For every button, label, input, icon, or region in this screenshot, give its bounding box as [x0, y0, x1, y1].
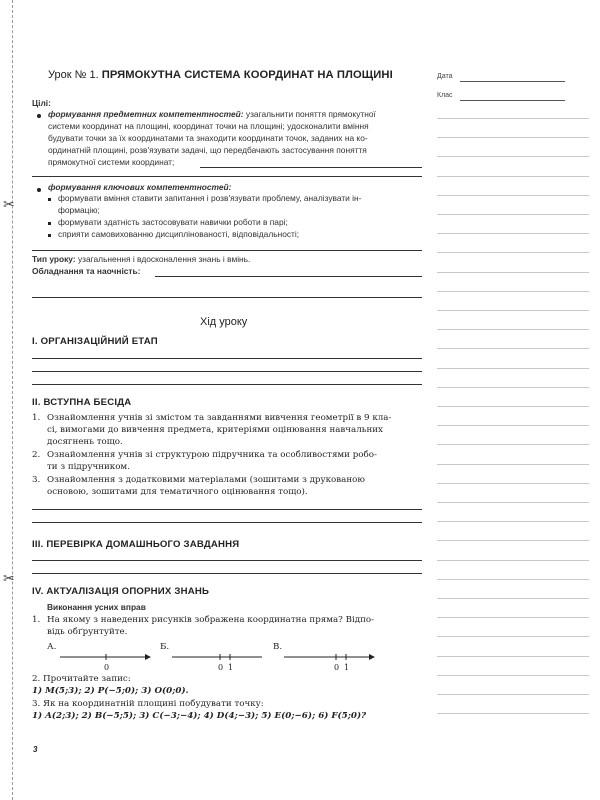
oral-heading: Виконання усних вправ	[47, 602, 146, 612]
lesson-topic: ПРЯМОКУТНА СИСТЕМА КООРДИНАТ НА ПЛОЩИНІ	[101, 69, 393, 81]
intro-item-number: 3.	[32, 475, 41, 485]
intro-item-number: 1.	[32, 413, 41, 423]
number-lines-figure	[40, 648, 430, 672]
key-item: формувати здатність застосовувати навички роботи в парі;	[58, 217, 288, 227]
note-line[interactable]	[437, 387, 589, 388]
key-item: формацію;	[58, 205, 100, 215]
note-line[interactable]	[437, 483, 589, 484]
note-line[interactable]	[437, 560, 589, 561]
note-line[interactable]	[437, 521, 589, 522]
question-text: 3. Як на координатній площині побудувати точку:	[32, 699, 264, 709]
fill-line[interactable]	[32, 522, 422, 523]
figure-label-a: А.	[47, 642, 57, 652]
scissors-icon: ✂	[3, 570, 15, 586]
note-line[interactable]	[437, 675, 589, 676]
question-text: На якому з наведених рисунків зображена координатна пряма? Відпо-	[47, 615, 375, 625]
tick-label-one: 1	[228, 663, 234, 672]
fill-line[interactable]	[32, 384, 422, 385]
subject-competence-heading: формування предметних компетентностей:	[48, 109, 244, 119]
equipment-label: Обладнання та наочність:	[32, 266, 141, 276]
lesson-title	[48, 69, 393, 81]
note-line[interactable]	[437, 579, 589, 580]
note-line[interactable]	[437, 502, 589, 503]
square-bullet-icon	[48, 198, 51, 201]
fill-line[interactable]	[32, 560, 422, 561]
key-item: формувати вміння ставити запитання і розв'язувати проблему, аналізувати ін-	[58, 193, 362, 203]
section-heading: ІІІ. ПЕРЕВІРКА ДОМАШНЬОГО ЗАВДАННЯ	[32, 539, 240, 550]
cut-line	[12, 0, 13, 800]
note-line[interactable]	[437, 310, 589, 311]
lesson-type-value: узагальнення і вдосконалення знань і вмінь.	[77, 254, 251, 264]
fill-line[interactable]	[32, 358, 422, 359]
class-field[interactable]	[460, 100, 565, 101]
subject-text-line: прямокутної системи координат;	[48, 157, 175, 167]
note-line[interactable]	[437, 272, 589, 273]
intro-item-text: Ознайомлення з додатковими матеріалами (зошитами з друкованою	[47, 475, 365, 485]
note-line[interactable]	[437, 329, 589, 330]
note-line[interactable]	[437, 694, 589, 695]
fill-line[interactable]	[32, 371, 422, 372]
square-bullet-icon	[48, 222, 51, 225]
question-text: відь обґрунтуйте.	[47, 627, 128, 637]
note-line[interactable]	[437, 368, 589, 369]
goals-heading: Цілі:	[32, 98, 51, 108]
fill-line[interactable]	[32, 509, 422, 510]
note-line[interactable]	[437, 464, 589, 465]
tick-label-zero: 0	[104, 663, 110, 672]
lesson-type-label: Тип уроку:	[32, 254, 76, 264]
key-item: сприяти самовихованню дисциплінованості, відповідальності;	[58, 229, 300, 239]
note-line[interactable]	[437, 118, 589, 119]
question-number: 1.	[32, 615, 41, 625]
fill-line[interactable]	[155, 276, 422, 277]
bullet-icon	[37, 114, 41, 118]
fill-line[interactable]	[32, 176, 422, 177]
note-line[interactable]	[437, 291, 589, 292]
fill-line[interactable]	[200, 167, 422, 168]
intro-item-text: Ознайомлення учнів зі структурою підручника та особливостями робо-	[47, 450, 377, 460]
note-line[interactable]	[437, 425, 589, 426]
key-competence-heading: формування ключових компетентностей:	[48, 182, 232, 192]
tick-label-one: 1	[344, 663, 350, 672]
course-title: Хід уроку	[200, 316, 248, 328]
intro-item-text: сі, вимогами до вивчення предмета, критеріями оцінювання навчальних	[47, 425, 383, 435]
intro-item-text: досягнень тощо.	[47, 437, 123, 447]
note-line[interactable]	[437, 656, 589, 657]
note-line[interactable]	[437, 598, 589, 599]
date-field[interactable]	[460, 81, 565, 82]
fill-line[interactable]	[32, 297, 422, 298]
question-answer: 1) A(2;3); 2) B(−5;5); 3) C(−3;−4); 4) D(4;−3); 5) E(0;−6); 6) F(5;0)?	[32, 711, 367, 721]
question-text: 2. Прочитайте запис:	[32, 674, 131, 684]
note-line[interactable]	[437, 176, 589, 177]
figure-label-b: Б.	[160, 642, 170, 652]
section-heading: ІІ. ВСТУПНА БЕСІДА	[32, 397, 132, 408]
lesson-number: Урок № 1.	[48, 69, 99, 81]
scissors-icon: ✂	[3, 196, 15, 212]
fill-line[interactable]	[32, 250, 422, 251]
intro-item-text: основою, зошитами для тематичного оцінювання тощо).	[47, 487, 308, 497]
note-line[interactable]	[437, 617, 589, 618]
subject-text-line: системи координат на площині, координат точки на площині; удосконалити вміння	[48, 121, 369, 131]
note-line[interactable]	[437, 406, 589, 407]
figure-label-c: В.	[273, 642, 283, 652]
subject-text-line: будувати точки за їх координатами та знаходити координати точок, заданих на ко-	[48, 133, 368, 143]
intro-item-text: ти з підручником.	[47, 462, 130, 472]
section-heading: IV. АКТУАЛІЗАЦІЯ ОПОРНИХ ЗНАНЬ	[32, 586, 210, 597]
intro-item-number: 2.	[32, 450, 41, 460]
note-line[interactable]	[437, 540, 589, 541]
subject-competence-text: узагальнити поняття прямокутної	[245, 109, 376, 119]
square-bullet-icon	[48, 234, 51, 237]
question-answer: 1) M(5;3); 2) P(−5;0); 3) O(0;0).	[32, 686, 189, 696]
date-label: Дата	[437, 73, 453, 80]
note-line[interactable]	[437, 252, 589, 253]
note-line[interactable]	[437, 137, 589, 138]
note-line[interactable]	[437, 348, 589, 349]
page-number: 3	[33, 745, 38, 754]
intro-item-text: Ознайомлення учнів зі змістом та завданнями вивчення геометрії в 9 кла-	[47, 413, 392, 423]
bullet-icon	[37, 188, 41, 192]
note-line[interactable]	[437, 195, 589, 196]
note-line[interactable]	[437, 233, 589, 234]
note-line[interactable]	[437, 214, 589, 215]
tick-label-zero: 0	[218, 663, 224, 672]
subject-text-line: ординатній площині, розв'язувати задачі, що передбачають застосування поняття	[48, 145, 367, 155]
tick-label-zero: 0	[334, 663, 340, 672]
note-line[interactable]	[437, 156, 589, 157]
section-heading: І. ОРГАНІЗАЦІЙНИЙ ЕТАП	[32, 336, 158, 347]
note-line[interactable]	[437, 713, 589, 714]
class-label: Клас	[437, 92, 453, 99]
fill-line[interactable]	[32, 573, 422, 574]
note-line[interactable]	[437, 444, 589, 445]
note-line[interactable]	[437, 636, 589, 637]
